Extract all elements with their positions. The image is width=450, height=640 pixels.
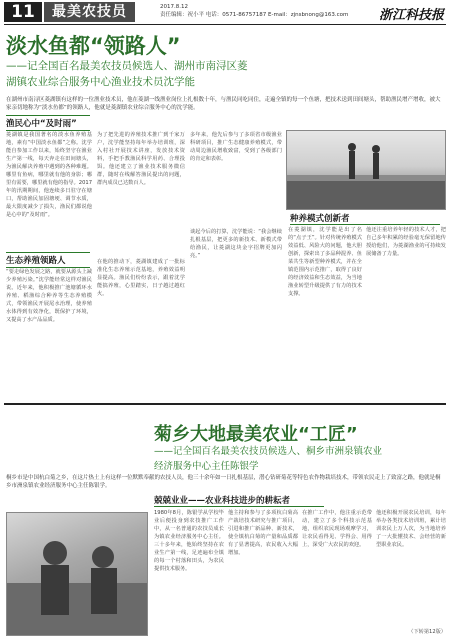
email-address: E-mail：zjnsbnong@163.com [268,12,349,18]
story2-subhead-line2: 经济服务中心主任陈银学 [154,461,259,472]
fish-pond-photo-icon [287,131,446,210]
story1-col-a1: 菱湖镇是我国著名的淡水鱼养殖基地，素有“中国淡水鱼都”之称。沈学能自参加工作以来，始终坚守在渔业生产第一线，每天奔走在田间塘头，为渔民解决养殖中遇到的各种难题。哪里有鱼病，哪里就有他的身影；哪里有需要，哪里就有他的指导。2017年的汛期期间，他连续多日驻守在塘口，帮助渔民加固塘埂、调节水质，最大限度减少了损失，渔民们都说他是心中的“及时雨”。 [6,132,92,218]
phone-number: 电话：0571-86757187 [205,12,267,18]
story1-subhead-line2: 湖镇农业综合服务中心渔业技术员沈学能 [6,76,195,88]
story-divider [4,403,446,405]
story1-col-b1: “要走绿色发展之路，就要从源头上减少养殖污染。”沈学能经常这样对渔民说。近年来，他积极推广池塘循环水养殖、稻渔综合种养等生态养殖模式，带领渔民开展尾水治理，使养殖水体得到有效净化，既保护了环境，又提高了水产品品质。 [6,269,92,323]
story1-col-c1: 在菱湖镇，沈学能是出了名的“点子王”。针对传统养殖模式效益低、风险大的问题，他大胆创新，探索出了多品种混养、鱼菜共生等新型种养模式，并在全镇范围内示范推广，取得了良好的经济效益和生态效益，为当地渔业转型升级提供了有力的技术支撑。 [288,227,362,297]
story1-photo [286,130,446,210]
story1-heading-b: 生态养殖领路人 [6,252,90,268]
continued-note: （下转第12版） [408,629,446,635]
story1-col-a2: 为了把先进的养殖技术推广到千家万户，沈学能坚持每年举办培训班，深入村社开展技术讲座，发放技术资料，手把手教渔民科学用药、合理投饵。他还建立了渔业技术服务微信群，随时在线解答渔民提出的问题，群内成员已达数百人。 [97,132,185,186]
story2-col-d1: 1980年8月，陈银学从学校毕业后便投身到农技推广工作中，从一名普通的农技员成长为镇农业经济服务中心主任。三十多年来，他始终坚持在农业生产第一线，足迹遍布全镇的每一个村落和田头，为农民提供技术服务。 [154,510,224,572]
story1-subhead-line1: ——记全国百名最美农技员候选人、湖州市南浔区菱 [6,60,248,72]
page-number: 11 [4,2,42,22]
story2-col-d2: 他主持和参与了多项杭白菊高产栽培技术研究与推广项目，引进和推广新品种、新技术，使全镇杭白菊的产量和品质都有了显著提高，农民收入大幅增加。 [228,510,298,556]
story2-col-d3: 在推广工作中，他注重示范带动，建立了多个科技示范基地，组织农民现场观摩学习，让农民看得见、学得会、用得上，深受广大农民的欢迎。 [302,510,372,548]
story1-lead: 在湖州市南浔区菱湖镇有这样的一位渔业技术员，他在菱湖一线渔业岗位上扎根数十年，与渔民同吃同住，走遍全镇的每一个鱼塘，把技术送到田间塘头，帮助渔民增产增收，被大家亲切地称为“淡水鱼都”的领路人，他就是菱湖镇农业综合服务中心的沈学能。 [6,97,441,112]
story1-col-a3: 多年来，他先后参与了多项省市级渔业科研项目，推广生态健康养殖模式，带动周边渔民增收致富，受到了各级部门的肯定和表彰。 [190,132,282,162]
story2-subhead-line1: ——记全国百名最美农技员候选人、桐乡市洲泉镇农业 [154,446,383,457]
story1-headline: 淡水鱼都“领路人” [6,34,181,58]
story1-heading-c: 种养模式创新者 [290,212,440,225]
story1-col-b3: 谈起今后的打算，沈学能说：“我会继续扎根基层，把更多的新技术、新模式带给渔民，让菱湖这块金字招牌更加闪亮。” [190,229,282,259]
farmer-photo-icon [7,513,148,636]
story2-lead: 桐乡市是中国杭白菊之乡，在这片热土上有这样一位默默奉献的农技人员，他三十余年如一日扎根基层，潜心钻研菊花等特色农作物栽培技术，带领农民走上了致富之路，他就是桐乡市洲泉镇农业经济服务中心主任陈银学。 [6,475,441,490]
story1-col-b2: 在他的推动下，菱湖镇建成了一批标准化生态养殖示范基地，养殖效益明显提高。渔民们纷纷表示，跟着沈学能搞养殖，心里踏实，日子越过越红火。 [97,259,185,297]
story1-heading-a: 渔民心中“及时雨” [6,115,90,131]
issue-date: 2017.8.12 [160,4,188,10]
story2-headline: 菊乡大地最美农业“工匠” [154,424,358,445]
masthead-rule [4,24,446,25]
masthead [0,0,450,24]
paper-name: 浙江科技报 [378,8,444,23]
story1-col-c2: 他还注重培养年轻的技术人才，把自己多年积累的经验毫无保留地传授给他们，为菱湖渔业的可持续发展储备了力量。 [366,227,446,257]
editor-credit: 责任编辑：祝小平 [160,12,205,18]
story2-heading-d: 兢兢业业——农业科技进步的耕耘者 [154,494,324,507]
story2-col-d4: 他还积极开展农民培训，每年举办各类技术培训班，累计培训农民上万人次，为当地培养了一大批懂技术、会经营的新型职业农民。 [376,510,446,548]
masthead-meta [160,3,380,19]
story2-photo [6,512,148,636]
section-title: 最美农技员 [44,2,135,22]
